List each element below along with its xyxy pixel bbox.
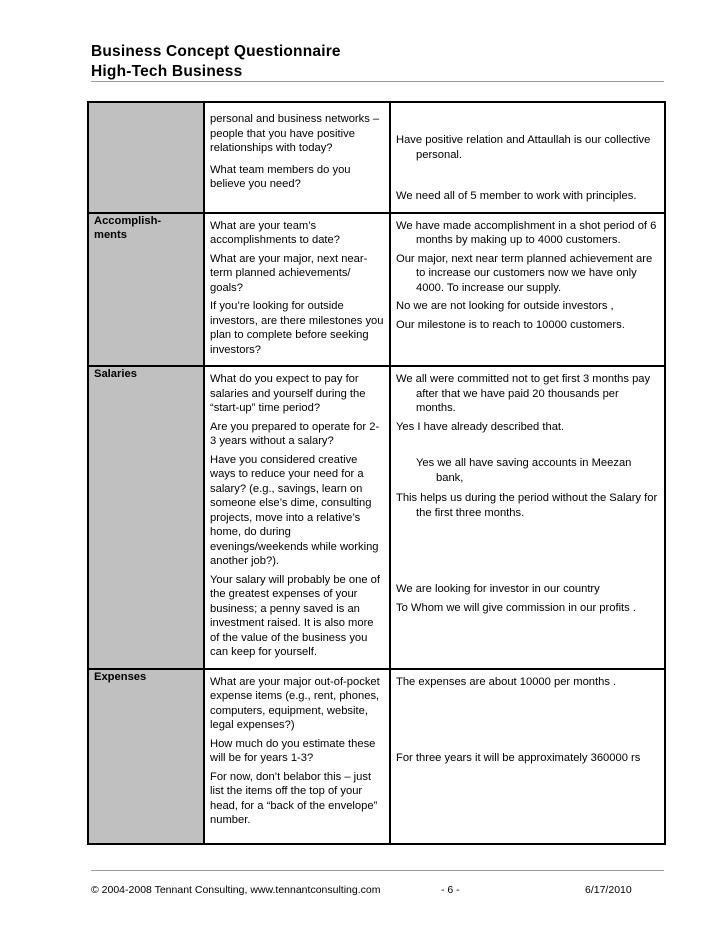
table-row	[88, 102, 665, 213]
answer-text: The expenses are about 10000 per months .	[396, 675, 617, 688]
category-cell	[88, 213, 204, 367]
answer-text: We all were committed not to get first 3 months pay after that we have paid 20 thousands per months.	[396, 373, 651, 414]
header-divider	[91, 81, 664, 82]
table-row	[88, 669, 665, 844]
question-text: For now, don’t belabor this – just list the items off the top of your head, for a “back of the envelope” number.	[210, 770, 378, 826]
footer-page-number: - 6 -	[441, 884, 460, 896]
question-text: What are your major out-of-pocket expense items (e.g., rent, phones, computers, equipment, website, legal expenses?)	[210, 675, 380, 731]
question-text: Have you considered creative ways to reduce your need for a salary? (e.g., savings, learn on someone else’s dime, consulting projects, move into a relative’s home, do during evenings/weekends while working another job?).	[210, 453, 379, 567]
table-row	[88, 366, 665, 669]
questions-cell	[204, 669, 390, 844]
page-header	[91, 42, 663, 82]
question-text: personal and business networks – people that you have positive relationships with today?	[210, 113, 380, 154]
answer-text: Have positive relation and Attaullah is our collective personal.	[396, 134, 651, 161]
document-title: Business Concept Questionnaire	[91, 43, 341, 60]
answer-text: No we are not looking for outside investors ,	[396, 300, 614, 312]
answer-text: Yes we all have saving accounts in Meezan bank,	[416, 457, 632, 484]
category-cell	[88, 366, 204, 669]
footer-date: 6/17/2010	[585, 884, 632, 896]
answer-text: Our milestone is to reach to 10000 customers.	[396, 318, 625, 331]
answer-text: For three years it will be approximately 360000 rs	[396, 752, 641, 764]
question-text: If you’re looking for outside investors, are there milestones you plan to complete before seeking investors?	[210, 300, 384, 356]
answer-text: We need all of 5 member to work with principles.	[396, 190, 637, 202]
category-label: Accomplish-ments	[94, 214, 162, 241]
answer-text: We are looking for investor in our country	[396, 583, 600, 595]
question-text: What do you expect to pay for salaries and yourself during the “start-up” time period?	[210, 373, 366, 414]
footer-divider	[91, 870, 664, 871]
questionnaire-table	[87, 101, 666, 845]
question-text: Your salary will probably be one of the greatest expenses of your business; a penny saved is an investment raised. It is also more of the value of the business you can keep for yourself.	[210, 573, 380, 658]
document-subtitle: High-Tech Business	[91, 63, 243, 80]
answer-text: Our major, next near term planned achievement are to increase our customers now we have only 4000. To increase our supply.	[396, 252, 653, 294]
category-cell-empty	[88, 102, 204, 213]
category-cell	[88, 669, 204, 844]
question-text: What team members do you believe you need?	[210, 163, 351, 190]
answers-cell	[390, 213, 665, 367]
question-text: How much do you estimate these will be for years 1-3?	[210, 737, 376, 764]
table-row	[88, 213, 665, 367]
category-label: Expenses	[94, 670, 147, 683]
footer-copyright: © 2004-2008 Tennant Consulting, www.tennantconsulting.com	[91, 884, 381, 896]
answers-cell	[390, 366, 665, 669]
questions-cell	[204, 102, 390, 213]
question-text: What are your team’s accomplishments to date?	[210, 219, 340, 246]
answers-cell	[390, 102, 665, 213]
answer-text: This helps us during the period without the Salary for the first three months.	[396, 492, 658, 519]
questions-cell	[204, 213, 390, 367]
question-text: Are you prepared to operate for 2-3 years without a salary?	[210, 420, 380, 447]
answer-text: To Whom we will give commission in our profits .	[396, 601, 636, 614]
answer-text: We have made accomplishment in a shot period of 6 months by making up to 4000 customers.	[396, 219, 657, 246]
question-text: What are your major, next near-term planned achievements/ goals?	[210, 252, 368, 294]
answer-text: Yes I have already described that.	[396, 420, 565, 433]
category-label: Salaries	[94, 368, 137, 380]
answers-cell	[390, 669, 665, 844]
questions-cell	[204, 366, 390, 669]
